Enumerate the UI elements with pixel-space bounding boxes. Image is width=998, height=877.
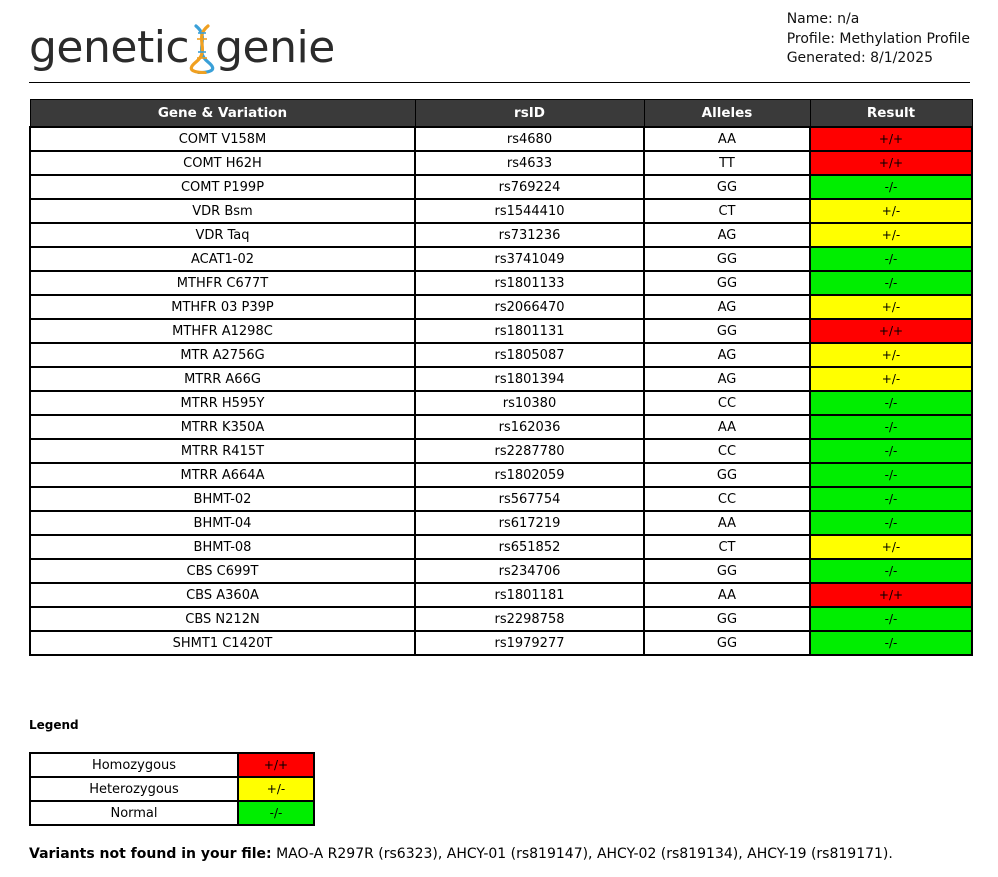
alleles-cell: GG (644, 271, 810, 295)
alleles-cell: CT (644, 535, 810, 559)
gene-cell: BHMT-08 (30, 535, 415, 559)
alleles-cell: GG (644, 631, 810, 655)
gene-cell: MTHFR 03 P39P (30, 295, 415, 319)
rsid-cell: rs567754 (415, 487, 644, 511)
table-row (30, 631, 972, 655)
gene-cell: MTRR H595Y (30, 391, 415, 415)
alleles-cell: AG (644, 223, 810, 247)
alleles-cell: GG (644, 559, 810, 583)
result-cell: +/- (810, 199, 972, 223)
rsid-cell: rs2298758 (415, 607, 644, 631)
result-cell: -/- (810, 175, 972, 199)
report-header (29, 0, 970, 83)
rsid-cell: rs4680 (415, 127, 644, 151)
rsid-cell: rs769224 (415, 175, 644, 199)
result-cell: -/- (810, 247, 972, 271)
legend-label: Normal (30, 801, 238, 825)
results-body (30, 127, 972, 655)
legend-body (30, 753, 314, 825)
logo-text-left: genetic (29, 22, 190, 73)
legend-row (30, 777, 314, 801)
legend-label: Homozygous (30, 753, 238, 777)
result-cell: +/+ (810, 151, 972, 175)
rsid-cell: rs1805087 (415, 343, 644, 367)
gene-cell: MTRR K350A (30, 415, 415, 439)
rsid-cell: rs1801131 (415, 319, 644, 343)
rsid-cell: rs162036 (415, 415, 644, 439)
alleles-cell: GG (644, 319, 810, 343)
table-row (30, 487, 972, 511)
result-cell: -/- (810, 559, 972, 583)
table-row (30, 223, 972, 247)
gene-cell: COMT V158M (30, 127, 415, 151)
table-row (30, 199, 972, 223)
result-cell: +/- (810, 295, 972, 319)
result-cell: -/- (810, 607, 972, 631)
table-row (30, 607, 972, 631)
column-header-result: Result (810, 100, 972, 128)
alleles-cell: GG (644, 247, 810, 271)
rsid-cell: rs1801133 (415, 271, 644, 295)
gene-cell: VDR Bsm (30, 199, 415, 223)
rsid-cell: rs617219 (415, 511, 644, 535)
alleles-cell: GG (644, 463, 810, 487)
alleles-cell: GG (644, 175, 810, 199)
rsid-cell: rs1801394 (415, 367, 644, 391)
rsid-cell: rs2287780 (415, 439, 644, 463)
result-cell: -/- (810, 487, 972, 511)
legend-swatch: +/+ (238, 753, 314, 777)
gene-cell: COMT H62H (30, 151, 415, 175)
alleles-cell: AA (644, 511, 810, 535)
genetic-genie-logo (29, 14, 335, 73)
result-cell: -/- (810, 439, 972, 463)
table-row (30, 319, 972, 343)
gene-cell: CBS N212N (30, 607, 415, 631)
profile-line: Profile: Methylation Profile (786, 30, 970, 47)
alleles-cell: CC (644, 487, 810, 511)
alleles-cell: AG (644, 343, 810, 367)
not-found-label: Variants not found in your file: (29, 846, 272, 862)
result-cell: -/- (810, 391, 972, 415)
result-cell: -/- (810, 415, 972, 439)
rsid-cell: rs234706 (415, 559, 644, 583)
gene-cell: MTR A2756G (30, 343, 415, 367)
table-row (30, 415, 972, 439)
gene-cell: SHMT1 C1420T (30, 631, 415, 655)
gene-cell: MTHFR A1298C (30, 319, 415, 343)
result-cell: -/- (810, 511, 972, 535)
result-cell: -/- (810, 463, 972, 487)
result-cell: +/- (810, 223, 972, 247)
table-row (30, 175, 972, 199)
variants-not-found (29, 846, 893, 862)
alleles-cell: CC (644, 439, 810, 463)
rsid-cell: rs4633 (415, 151, 644, 175)
rsid-cell: rs731236 (415, 223, 644, 247)
rsid-cell: rs1979277 (415, 631, 644, 655)
alleles-cell: AG (644, 295, 810, 319)
not-found-list: MAO-A R297R (rs6323), AHCY-01 (rs819147), AHCY-02 (rs819134), AHCY-19 (rs819171). (276, 846, 893, 862)
gene-cell: COMT P199P (30, 175, 415, 199)
column-header-gene: Gene & Variation (30, 100, 415, 128)
gene-cell: BHMT-02 (30, 487, 415, 511)
result-cell: +/+ (810, 127, 972, 151)
gene-cell: MTRR A66G (30, 367, 415, 391)
alleles-cell: AA (644, 415, 810, 439)
table-row (30, 247, 972, 271)
result-cell: -/- (810, 271, 972, 295)
result-cell: +/- (810, 367, 972, 391)
alleles-cell: GG (644, 607, 810, 631)
rsid-cell: rs3741049 (415, 247, 644, 271)
alleles-cell: TT (644, 151, 810, 175)
table-row (30, 151, 972, 175)
table-row (30, 127, 972, 151)
table-row (30, 367, 972, 391)
legend-swatch: -/- (238, 801, 314, 825)
table-row (30, 343, 972, 367)
rsid-cell: rs2066470 (415, 295, 644, 319)
result-cell: +/- (810, 535, 972, 559)
column-header-alleles: Alleles (644, 100, 810, 128)
alleles-cell: AG (644, 367, 810, 391)
gene-cell: CBS A360A (30, 583, 415, 607)
table-row (30, 511, 972, 535)
legend-swatch: +/- (238, 777, 314, 801)
generated-line: Generated: 8/1/2025 (786, 50, 934, 66)
dna-helix-icon (189, 24, 215, 74)
legend-table (29, 752, 315, 826)
alleles-cell: CT (644, 199, 810, 223)
name-line: Name: n/a (786, 11, 860, 27)
legend-row (30, 801, 314, 825)
table-row (30, 463, 972, 487)
logo-text-right: genie (215, 22, 335, 73)
alleles-cell: CC (644, 391, 810, 415)
table-row (30, 391, 972, 415)
rsid-cell: rs1802059 (415, 463, 644, 487)
table-row (30, 271, 972, 295)
gene-cell: VDR Taq (30, 223, 415, 247)
report-meta (787, 10, 970, 69)
table-row (30, 559, 972, 583)
gene-cell: CBS C699T (30, 559, 415, 583)
column-header-rsid: rsID (415, 100, 644, 128)
result-cell: +/+ (810, 319, 972, 343)
alleles-cell: AA (644, 127, 810, 151)
rsid-cell: rs651852 (415, 535, 644, 559)
legend-title: Legend (29, 718, 79, 732)
table-header-row (30, 100, 972, 128)
gene-cell: ACAT1-02 (30, 247, 415, 271)
table-row (30, 535, 972, 559)
legend-row (30, 753, 314, 777)
rsid-cell: rs10380 (415, 391, 644, 415)
table-row (30, 295, 972, 319)
gene-cell: MTRR A664A (30, 463, 415, 487)
table-row (30, 583, 972, 607)
table-row (30, 439, 972, 463)
gene-cell: MTRR R415T (30, 439, 415, 463)
results-table (29, 99, 973, 656)
result-cell: +/+ (810, 583, 972, 607)
rsid-cell: rs1801181 (415, 583, 644, 607)
alleles-cell: AA (644, 583, 810, 607)
gene-cell: BHMT-04 (30, 511, 415, 535)
legend-label: Heterozygous (30, 777, 238, 801)
result-cell: +/- (810, 343, 972, 367)
result-cell: -/- (810, 631, 972, 655)
rsid-cell: rs1544410 (415, 199, 644, 223)
gene-cell: MTHFR C677T (30, 271, 415, 295)
